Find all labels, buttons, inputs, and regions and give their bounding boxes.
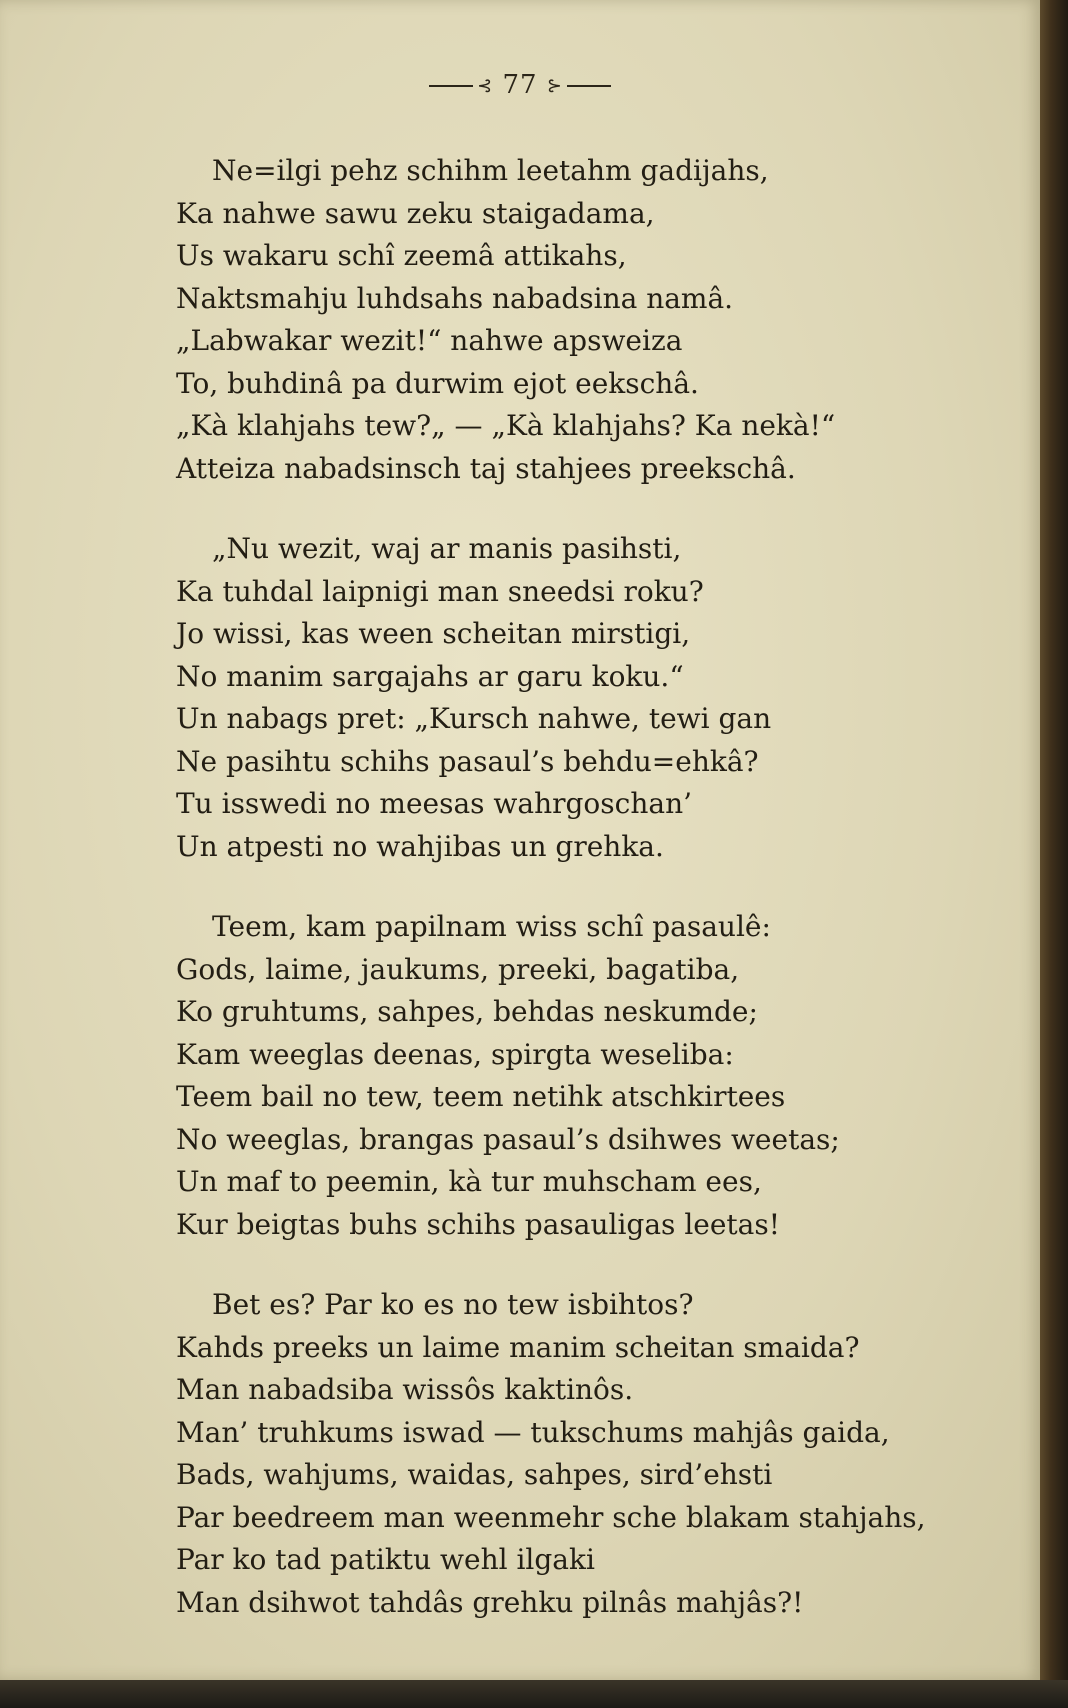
verse-line: Teem, kam papilnam wiss schî pasaulê: <box>212 910 771 943</box>
verse-line: Us wakaru schî zeemâ attikahs, <box>176 239 627 272</box>
stanza-2 <box>176 528 1016 868</box>
verse-line: Tu isswedi no meesas wahrgoschan’ <box>176 787 693 820</box>
verse-line: Ka nahwe sawu zeku staigadama, <box>176 196 655 230</box>
verse-line: Naktsmahju luhdsahs nabadsina namâ. <box>176 281 734 315</box>
verse-line: Jo wissi, kas ween scheitan mirstigi, <box>176 617 691 650</box>
verse-line: To, buhdinâ pa durwim ejot eekschâ. <box>176 366 699 400</box>
verse-line: Un nabags pret: „Kursch nahwe, tewi gan <box>176 702 772 735</box>
header-rule-left <box>429 85 473 87</box>
verse-line: No manim sargajahs ar garu koku.“ <box>176 659 684 693</box>
verse-line: No weeglas, brangas pasaul’s dsihwes weetas; <box>176 1122 840 1156</box>
verse-line: Man nabadsiba wissôs kaktinôs. <box>176 1373 634 1406</box>
verse-line: Kam weeglas deenas, spirgta weseliba: <box>176 1037 734 1071</box>
ornament-left: ⊰ <box>477 75 494 97</box>
verse-line: Ne pasihtu schihs pasaul’s behdu=ehkâ? <box>176 744 759 778</box>
stanza-1 <box>176 150 1016 490</box>
verse-line: Gods, laime, jaukums, preeki, bagatiba, <box>176 952 740 986</box>
page-bottom-edge <box>0 1680 1068 1708</box>
verse-line: Par beedreem man weenmehr sche blakam stahjahs, <box>176 1500 926 1534</box>
verse-line: Kur beigtas buhs schihs pasauligas leetas! <box>176 1207 780 1241</box>
verse-line: Kahds preeks un laime manim scheitan smaida? <box>176 1330 860 1364</box>
verse-line: „Kà klahjahs tew?„ — „Kà klahjahs? Ka nekà!“ <box>176 409 836 442</box>
page-number: 77 <box>502 70 538 100</box>
verse-line: Par ko tad patiktu wehl ilgaki <box>176 1543 595 1576</box>
verse-line: „Nu wezit, waj ar manis pasihsti, <box>212 532 682 565</box>
verse-line: Man’ truhkums iswad — tukschums mahjâs gaida, <box>176 1415 890 1449</box>
verse-line: Un maf to peemin, kà tur muhscham ees, <box>176 1165 762 1198</box>
verse-line: „Labwakar wezit!“ nahwe apsweiza <box>176 324 683 357</box>
header-rule-right <box>567 85 611 87</box>
book-spine-edge <box>1040 0 1068 1708</box>
verse-line: Un atpesti no wahjibas un grehka. <box>176 829 664 863</box>
page-header <box>0 70 1040 100</box>
verse-line: Bads, wahjums, waidas, sahpes, sird’ehsti <box>176 1458 773 1491</box>
verse-line: Teem bail no tew, teem netihk atschkirtees <box>176 1080 786 1113</box>
verse-line: Atteiza nabadsinsch taj stahjees preekschâ. <box>176 451 796 485</box>
verse-line: Ne=ilgi pehz schihm leetahm gadijahs, <box>212 154 769 187</box>
ornament-right: ⊱ <box>546 75 563 97</box>
poem-body <box>176 150 1016 1624</box>
stanza-3 <box>176 906 1016 1246</box>
verse-line: Ka tuhdal laipnigi man sneedsi roku? <box>176 574 704 608</box>
verse-line: Man dsihwot tahdâs grehku pilnâs mahjâs?! <box>176 1585 804 1619</box>
verse-line: Ko gruhtums, sahpes, behdas neskumde; <box>176 995 758 1028</box>
verse-line: Bet es? Par ko es no tew isbihtos? <box>212 1288 694 1321</box>
stanza-4 <box>176 1284 1016 1624</box>
